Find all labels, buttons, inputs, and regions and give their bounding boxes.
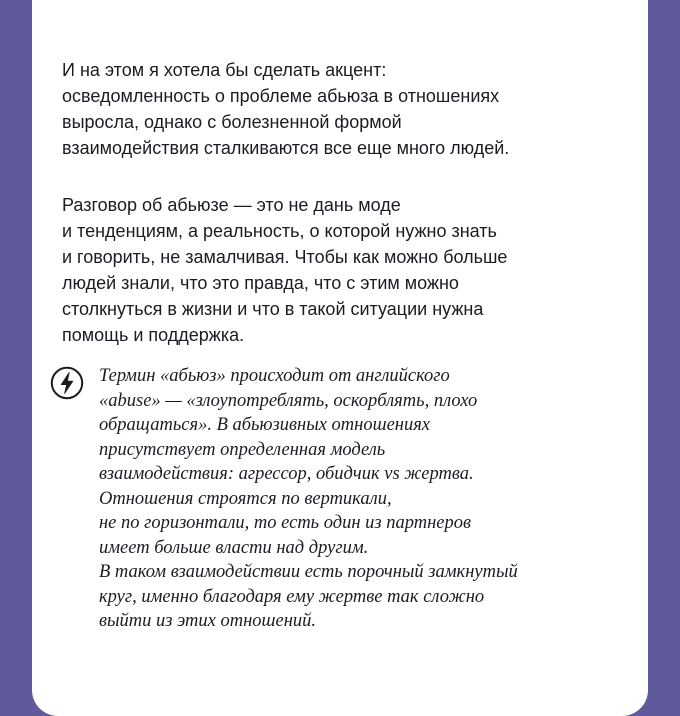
paragraph-2-line: столкнуться в жизни и что в такой ситуации нужна — [62, 299, 484, 319]
note-line: круг, именно благодаря ему жертве так сложно — [99, 586, 485, 607]
paragraph-1-line: И на этом я хотела бы сделать акцент: — [62, 60, 387, 80]
note-line: обращаться». В абьюзивных отношениях — [99, 415, 431, 435]
paragraph-1-line: осведомленность о проблеме абьюза в отношениях — [62, 86, 500, 106]
paragraph-1 — [62, 57, 642, 161]
note-line: взаимодействия: агрессор, обидчик vs жертва. — [99, 464, 474, 484]
note-line: не по горизонтали, то есть один из партнеров — [99, 513, 472, 533]
paragraph-1-line: выросла, однако с болезненной формой — [62, 112, 402, 132]
note-line: «abuse» — «злоупотреблять, оскорблять, плохо — [99, 390, 478, 411]
paragraph-2 — [62, 192, 642, 348]
note-line: присутствует определенная модель — [99, 439, 386, 460]
definition-note — [99, 364, 644, 634]
lightning-icon — [50, 366, 84, 400]
paragraph-2-line: Разговор об абьюзе — это не дань моде — [62, 195, 401, 215]
paragraph-2-line: и тенденциям, а реальность, о которой нужно знать — [62, 221, 497, 241]
note-line: имеет больше власти над другим. — [99, 537, 369, 558]
note-line: Отношения строятся по вертикали, — [99, 488, 392, 509]
paragraph-2-line: помощь и поддержка. — [62, 325, 245, 345]
paragraph-2-line: людей знали, что это правда, что с этим можно — [62, 273, 459, 293]
paragraph-1-line: взаимодействия сталкиваются все еще много людей. — [62, 138, 510, 158]
paragraph-2-line: и говорить, не замалчивая. Чтобы как можно больше — [62, 247, 508, 267]
note-line: В таком взаимодействии есть порочный замкнутый — [99, 562, 518, 582]
note-line: Термин «абьюз» происходит от английского — [99, 366, 450, 386]
note-line: выйти из этих отношений. — [99, 611, 317, 631]
